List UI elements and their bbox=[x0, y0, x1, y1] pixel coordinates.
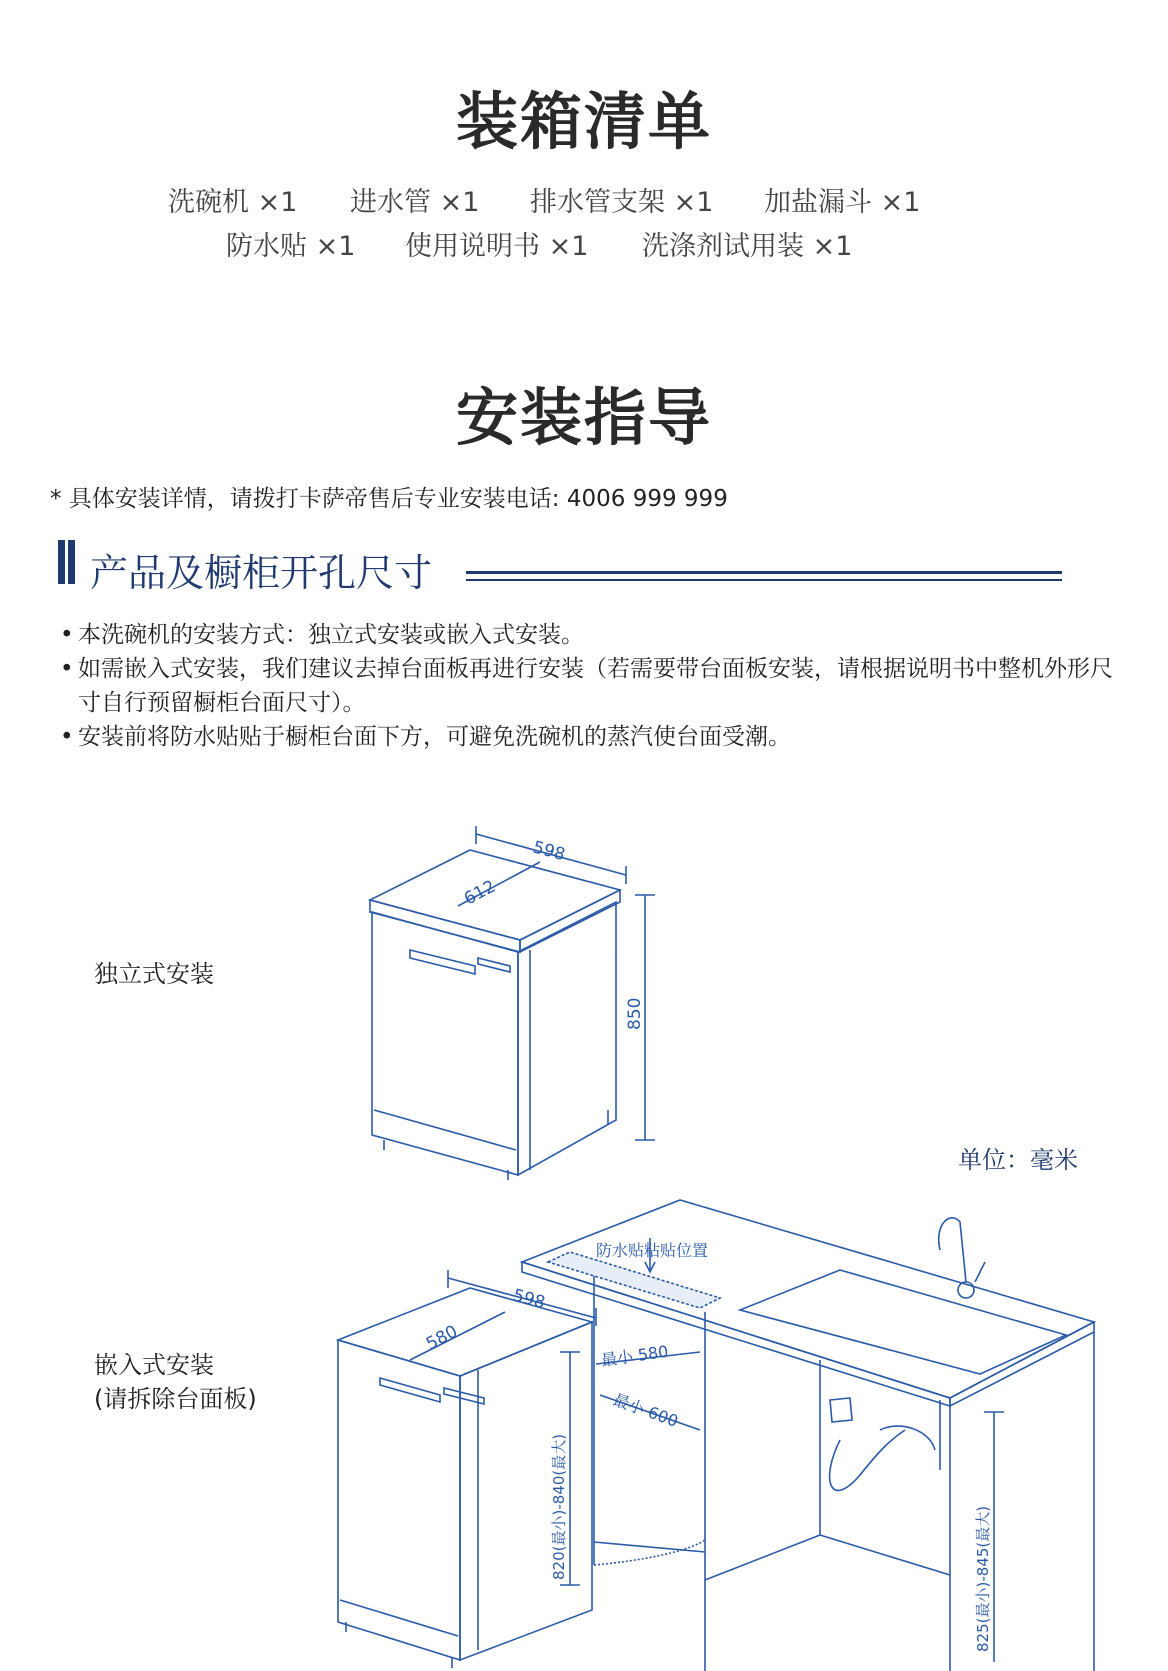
bi-depth-label: 580 bbox=[422, 1321, 462, 1355]
packing-list-title: 装箱清单 bbox=[455, 85, 712, 158]
packing-item: 洗碗机 ×1 bbox=[168, 187, 298, 218]
fs-width-label: 598 bbox=[530, 837, 568, 866]
min-580-label: 最小 580 bbox=[599, 1341, 670, 1370]
freestanding-dishwasher bbox=[370, 850, 620, 1180]
packing-item: 加盐漏斗 ×1 bbox=[764, 187, 921, 218]
packing-item: 使用说明书 ×1 bbox=[405, 231, 589, 262]
unit-label: 单位：毫米 bbox=[958, 1146, 1078, 1174]
faucet bbox=[939, 1218, 985, 1298]
section-title: 产品及橱柜开孔尺寸 bbox=[90, 551, 433, 595]
packing-item: 洗涤剂试用装 ×1 bbox=[642, 231, 853, 262]
min-600-label: 最小 600 bbox=[610, 1389, 681, 1431]
bi-height-label: 820(最小)-840(最大) bbox=[550, 1433, 568, 1580]
builtin-label-note: (请拆除台面板) bbox=[94, 1385, 257, 1413]
cabinet bbox=[594, 1276, 1094, 1671]
packing-item: 进水管 ×1 bbox=[350, 187, 480, 218]
builtin-label: 嵌入式安装 bbox=[94, 1351, 214, 1379]
fs-height-label: 850 bbox=[625, 997, 645, 1030]
note-item: • 安装前将防水贴贴于橱柜台面下方，可避免洗碗机的蒸汽使台面受潮。 bbox=[60, 720, 1120, 754]
note-item: • 如需嵌入式安装，我们建议去掉台面板再进行安装（若需要带台面板安装，请根据说明书中整机外形尺寸自行预留橱柜台面尺寸）。 bbox=[60, 652, 1120, 720]
packing-item: 防水贴 ×1 bbox=[226, 231, 356, 262]
install-guide-title: 安装指导 bbox=[455, 381, 712, 454]
bi-width-label: 598 bbox=[510, 1285, 548, 1314]
note-item: • 本洗碗机的安装方式：独立式安装或嵌入式安装。 bbox=[60, 618, 1120, 652]
cabinet-height-label: 825(最小)-845(最大) bbox=[974, 1505, 992, 1652]
freestanding-label: 独立式安装 bbox=[94, 960, 214, 988]
hotline-note: * 具体安装详情，请拨打卡萨帝售后专业安装电话: 4006 999 999 bbox=[50, 486, 728, 512]
sticker-label: 防水贴粘贴位置 bbox=[596, 1241, 709, 1260]
fs-depth-label: 612 bbox=[460, 876, 500, 910]
packing-item: 排水管支架 ×1 bbox=[530, 187, 714, 218]
counter-top bbox=[522, 1200, 1094, 1406]
